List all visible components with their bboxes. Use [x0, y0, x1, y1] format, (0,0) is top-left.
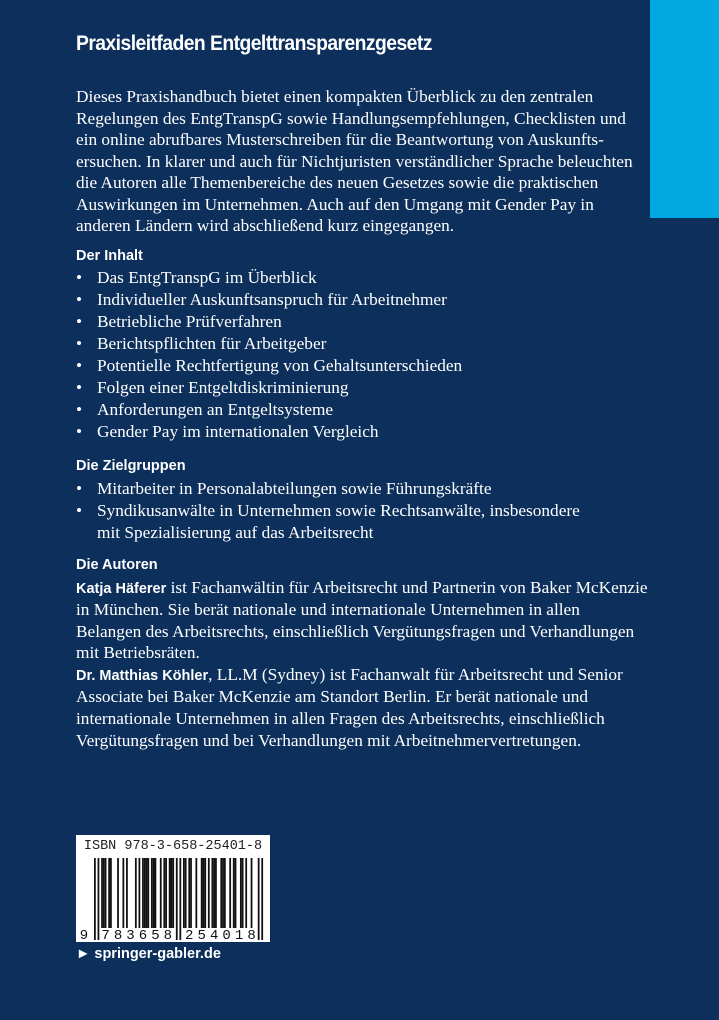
- list-item: [76, 334, 326, 354]
- list-item-text: Gender Pay im internationalen Vergleich: [97, 422, 379, 441]
- barcode-bar: [122, 858, 124, 928]
- intro-line: die Autoren alle Themenbereiche des neuen Gesetzes sowie die praktischen: [76, 173, 599, 192]
- barcode-bar: [101, 858, 103, 928]
- barcode-bar: [126, 858, 128, 928]
- bullet-icon: •: [76, 422, 83, 441]
- book-title: Praxisleitfaden Entgelttransparenzgesetz: [76, 32, 432, 55]
- author-name: Dr. Matthias Köhler: [76, 668, 209, 685]
- publisher-url[interactable]: ► springer-gabler.de: [76, 946, 221, 962]
- list-item: [76, 268, 317, 288]
- section-heading-zielgruppen: Die Zielgruppen: [76, 458, 186, 474]
- list-item-text: Das EntgTranspG im Überblick: [97, 268, 317, 287]
- list-item-text: Individueller Auskunftsanspruch für Arbeitnehmer: [97, 290, 447, 309]
- barcode-bar: [163, 858, 165, 928]
- barcode-digit: 1: [234, 928, 244, 942]
- list-item: [76, 312, 282, 332]
- isbn-barcode: [76, 835, 270, 942]
- barcode-digit: 8: [163, 928, 173, 942]
- list-item-text: Potentielle Rechtfertigung von Gehaltsunterschieden: [97, 356, 463, 375]
- barcode-bar: [147, 858, 149, 928]
- barcode-digit: 7: [101, 928, 110, 942]
- barcode-bar: [139, 858, 141, 928]
- barcode-bar: [258, 858, 260, 940]
- barcode-bar: [213, 858, 215, 928]
- list-item-text: Syndikusanwälte in Unternehmen sowie Rechtsanwälte, insbesondere: [97, 501, 580, 520]
- author-line: [76, 600, 580, 620]
- bullet-icon: •: [76, 268, 83, 287]
- barcode-bar: [211, 858, 213, 928]
- barcode-digit: 6: [138, 928, 148, 942]
- author-text: , LL.M (Sydney) ist Fachanwalt für Arbeitsrecht und Senior: [208, 665, 623, 685]
- barcode-digit: 2: [185, 928, 194, 942]
- bullet-icon: •: [76, 479, 83, 498]
- barcode-bar: [94, 858, 96, 940]
- barcode-digit: 9: [79, 928, 89, 942]
- list-item-text: Folgen einer Entgeltdiskriminierung: [97, 378, 349, 397]
- barcode-bar: [190, 858, 192, 928]
- barcode-digit: 5: [197, 928, 206, 942]
- bullet-icon: •: [76, 356, 83, 375]
- barcode-bar: [135, 858, 137, 928]
- intro-line: ein online abrufbares Musterschreiben für die Beantwortung von Auskunfts-: [76, 130, 604, 149]
- barcode-bar: [176, 858, 178, 940]
- barcode-bar: [171, 858, 173, 928]
- barcode-digit: 8: [113, 928, 123, 942]
- barcode-digit: 3: [126, 928, 135, 942]
- author-line: [76, 643, 200, 663]
- barcode-bar: [172, 858, 174, 928]
- barcode-bar: [203, 858, 205, 928]
- bullet-icon: •: [76, 378, 83, 397]
- barcode-bar: [235, 858, 237, 928]
- author-text: Associate bei Baker McKenzie am Standort Berlin. Er berät nationale und: [76, 687, 589, 706]
- author-text: Belangen des Arbeitsrechts, einschließlich Vergütungsfragen und Verhandlungen: [76, 621, 635, 641]
- barcode-bar: [183, 858, 185, 928]
- author-line: [76, 731, 581, 751]
- author-text: in München. Sie berät nationale und internationale Unternehmen in allen: [76, 599, 580, 619]
- barcode-digit: 4: [209, 928, 219, 942]
- barcode-bar: [179, 858, 181, 940]
- barcode-bar: [142, 858, 144, 928]
- author-line: [76, 665, 623, 686]
- barcode-bar: [240, 858, 242, 928]
- bullet-icon: •: [76, 334, 83, 353]
- author-text: Vergütungsfragen und bei Verhandlungen mit Arbeitnehmervertretungen.: [76, 730, 582, 750]
- list-item-text: Betriebliche Prüfverfahren: [97, 312, 282, 331]
- barcode-bar: [146, 858, 148, 928]
- section-heading-inhalt: Der Inhalt: [76, 248, 143, 264]
- author-line: [76, 709, 605, 729]
- author-line: [76, 622, 634, 642]
- author-name: Katja Häferer: [76, 581, 167, 597]
- barcode-bar: [233, 858, 235, 928]
- barcode-bar: [160, 858, 162, 928]
- barcode-bars: [76, 835, 270, 942]
- barcode-bar: [105, 858, 107, 928]
- barcode-bar: [220, 858, 222, 928]
- intro-line: Dieses Praxishandbuch bietet einen kompakten Überblick zu den zentralen: [76, 87, 594, 106]
- list-item-text: Anforderungen an Entgeltsysteme: [97, 400, 334, 419]
- intro-line: anderen Ländern wird abschließend kurz eingegangen.: [76, 216, 455, 235]
- author-line: [76, 578, 648, 599]
- barcode-bar: [251, 858, 253, 928]
- barcode-bar: [201, 858, 203, 928]
- intro-line: Auswirkungen im Unternehmen. Auch auf den Umgang mit Gender Pay in: [76, 194, 594, 214]
- barcode-digit: 5: [151, 928, 160, 942]
- barcode-bar: [195, 858, 197, 928]
- barcode-bar: [110, 858, 112, 928]
- accent-bar: [650, 0, 719, 218]
- section-heading-autoren: Die Autoren: [76, 557, 158, 573]
- barcode-bar: [185, 858, 187, 928]
- barcode-bar: [229, 858, 231, 928]
- barcode-bar: [188, 858, 190, 928]
- isbn-label: ISBN 978-3-658-25401-8: [83, 839, 263, 854]
- list-item: [76, 400, 333, 420]
- barcode-bar: [144, 858, 146, 928]
- bullet-icon: •: [76, 290, 83, 309]
- list-item: [76, 290, 447, 310]
- barcode-digit: 0: [222, 928, 231, 942]
- list-item: [76, 479, 492, 499]
- intro-line: ersuchen. In klarer und auch für Nichtjuristen verständlicher Sprache beleuchten: [76, 151, 633, 171]
- bullet-icon: •: [76, 501, 83, 520]
- list-item: [76, 356, 462, 376]
- barcode-bar: [242, 858, 244, 928]
- barcode-bar: [103, 858, 105, 928]
- author-text: mit Betriebsräten.: [76, 643, 200, 663]
- list-item-text: Berichtspflichten für Arbeitgeber: [97, 334, 327, 353]
- list-item: [76, 378, 349, 398]
- bullet-icon: •: [76, 400, 83, 419]
- barcode-bar: [165, 858, 167, 928]
- barcode-bar: [98, 858, 100, 940]
- list-item: [76, 422, 379, 442]
- barcode-digit: 8: [247, 928, 256, 942]
- intro-line: Regelungen des EntgTranspG sowie Handlungsempfehlungen, Checklisten und: [76, 108, 626, 128]
- list-item-text: Mitarbeiter in Personalabteilungen sowie Führungskräfte: [97, 479, 492, 498]
- barcode-bar: [222, 858, 224, 928]
- author-line: [76, 687, 588, 707]
- barcode-bar: [155, 858, 157, 928]
- barcode-bar: [108, 858, 110, 928]
- author-text: internationale Unternehmen in allen Fragen des Arbeitsrechts, einschließlich: [76, 708, 605, 728]
- barcode-bar: [151, 858, 153, 928]
- barcode-bar: [215, 858, 217, 928]
- barcode-bar: [153, 858, 155, 928]
- barcode-bar: [261, 858, 263, 940]
- barcode-bar: [208, 858, 210, 928]
- list-item: [76, 501, 580, 521]
- bullet-icon: •: [76, 312, 83, 331]
- barcode-bar: [204, 858, 206, 928]
- barcode-bar: [245, 858, 247, 928]
- barcode-bar: [117, 858, 119, 928]
- barcode-bar: [224, 858, 226, 928]
- author-text: ist Fachanwältin für Arbeitsrecht und Partnerin von Baker McKenzie: [166, 578, 648, 597]
- barcode-bar: [169, 858, 171, 928]
- zielgruppen-continuation: mit Spezialisierung auf das Arbeitsrecht: [97, 523, 374, 542]
